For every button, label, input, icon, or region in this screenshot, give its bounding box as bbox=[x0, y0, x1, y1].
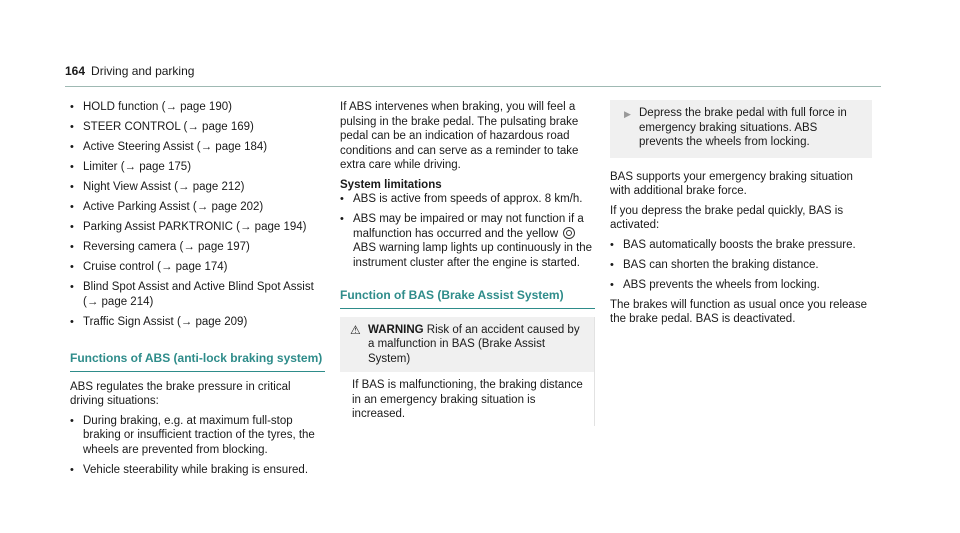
list-item: • STEER CONTROL (→ page 169) bbox=[70, 121, 254, 133]
warning-triangle-icon: ⚠ bbox=[350, 322, 361, 337]
bas-support-paragraph: BAS supports your emergency braking situation with additional brake force. bbox=[610, 170, 853, 197]
play-arrow-icon: ▶ bbox=[624, 109, 631, 119]
list-item: • HOLD function (→ page 190) bbox=[70, 101, 232, 113]
abs-warning-lamp-icon bbox=[563, 227, 575, 239]
abs-intro: ABS regulates the brake pressure in critical driving situations: bbox=[70, 380, 291, 407]
list-item: • During braking, e.g. at maximum full-stop braking or insufficient traction of the tyres, the wheels are prevented from blocking. bbox=[70, 414, 315, 456]
warning-body: If BAS is malfunctioning, the braking distance in an emergency braking situation is increased. bbox=[352, 379, 583, 420]
list-item: • Blind Spot Assist and Active Blind Spot Assist (→ page 214) bbox=[70, 281, 314, 308]
assist-list bbox=[70, 100, 325, 329]
list-item: • BAS automatically boosts the brake pressure. bbox=[610, 238, 856, 251]
bas-heading: Function of BAS (Brake Assist System) bbox=[340, 288, 595, 309]
warning-header bbox=[340, 317, 594, 373]
list-item: • Vehicle steerability while braking is ensured. bbox=[70, 463, 309, 476]
header-rule bbox=[65, 86, 881, 87]
list-item: • Night View Assist (→ page 212) bbox=[70, 181, 245, 193]
system-limitations-heading: System limitations bbox=[340, 178, 442, 191]
abs-list bbox=[70, 414, 325, 478]
list-item: • Parking Assist PARKTRONIC (→ page 194) bbox=[70, 221, 307, 233]
list-item: • ABS prevents the wheels from locking. bbox=[610, 278, 820, 291]
list-item: • Active Steering Assist (→ page 184) bbox=[70, 141, 268, 153]
bas-list bbox=[610, 238, 872, 293]
page-header bbox=[65, 62, 881, 80]
limitations-list bbox=[340, 192, 595, 270]
list-item: • BAS can shorten the braking distance. bbox=[610, 258, 819, 271]
list-item: • ABS may be impaired or may not function if a malfunction has occurred and the yellow ABS warning lamp lights up continuously in the instrument cluster after the engine is started. bbox=[340, 213, 593, 269]
list-item: • ABS is active from speeds of approx. 8 km/h. bbox=[340, 193, 583, 205]
abs-heading: Functions of ABS (anti-lock braking system) bbox=[70, 351, 325, 372]
abs-pulsing-paragraph: If ABS intervenes when braking, you will feel a pulsing in the brake pedal. The pulsating brake pedal can be an indication of hazardous road conditions and can serve as a reminder to take extra care while driving. bbox=[340, 101, 579, 171]
list-item: • Active Parking Assist (→ page 202) bbox=[70, 201, 264, 213]
warning-box bbox=[340, 317, 595, 426]
column-1 bbox=[70, 100, 325, 483]
warning-head-text: Risk of an accident caused by a malfunction in BAS (Brake Assist System) bbox=[368, 323, 580, 365]
brakes-release-paragraph: The brakes will function as usual once you release the brake pedal. BAS is deactivated. bbox=[610, 298, 867, 325]
column-2 bbox=[340, 100, 595, 426]
list-item: • Cruise control (→ page 174) bbox=[70, 261, 228, 273]
list-item: • Traffic Sign Assist (→ page 209) bbox=[70, 315, 248, 328]
list-item: • Limiter (→ page 175) bbox=[70, 161, 192, 173]
action-text: Depress the brake pedal with full force in emergency braking situations. ABS prevents the wheels from locking. bbox=[639, 107, 847, 148]
bas-activation-paragraph: If you depress the brake pedal quickly, BAS is activated: bbox=[610, 204, 844, 231]
header-title: Driving and parking bbox=[91, 64, 195, 78]
warning-label: WARNING bbox=[368, 323, 424, 336]
column-3 bbox=[610, 100, 872, 332]
action-box bbox=[610, 100, 872, 158]
list-item: • Reversing camera (→ page 197) bbox=[70, 241, 250, 253]
page-number: 164 bbox=[65, 64, 86, 78]
